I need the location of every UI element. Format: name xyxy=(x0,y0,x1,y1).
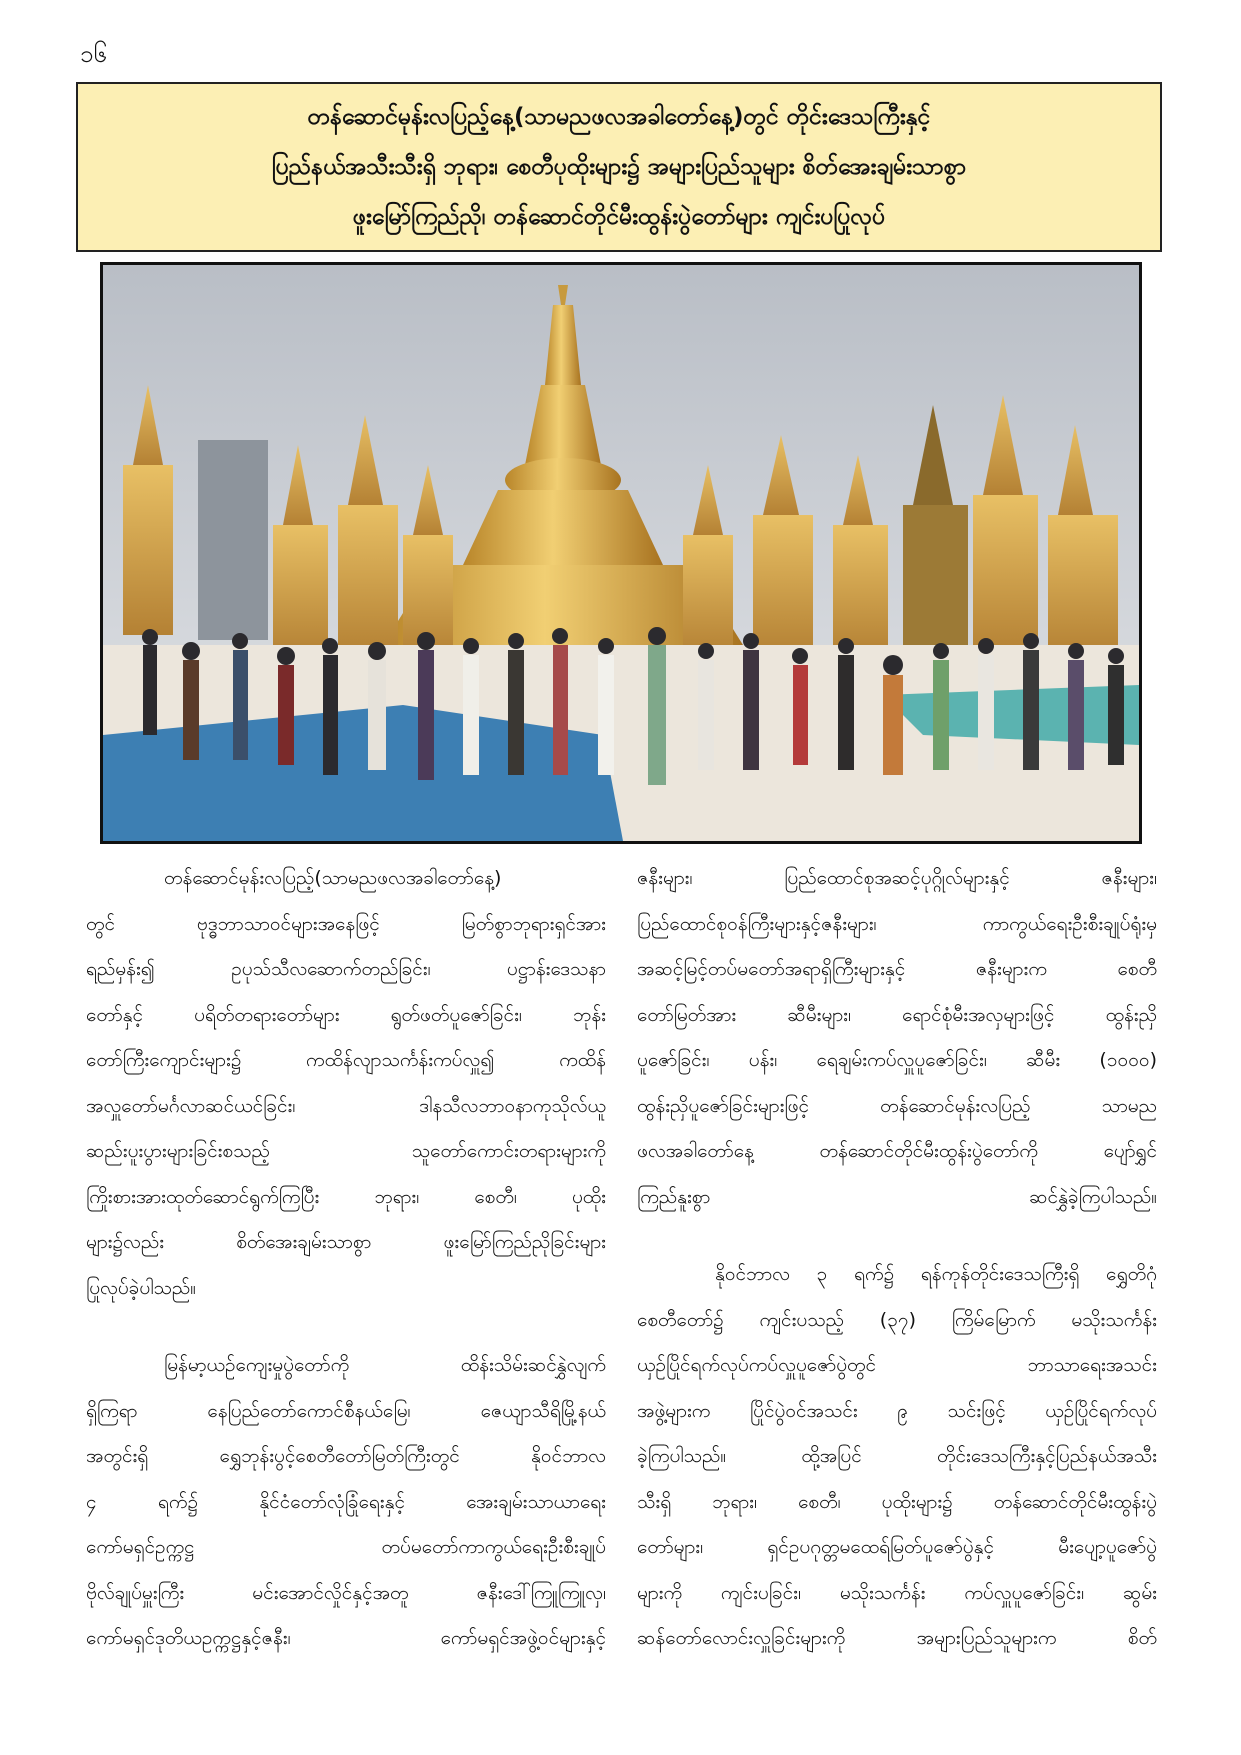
text-line: များကို ကျင်းပခြင်း၊ မသိုးသင်္ကန်း ကပ်လှူပူဇော်ခြင်း၊ ဆွမ်း xyxy=(637,1581,1157,1604)
text-line: အလှူတော်မင်္ဂလာဆင်ယင်ခြင်း၊ ဒါနသီလဘာဝနာကုသိုလ်ယူ xyxy=(86,1094,606,1117)
text-line: ရှိကြရာ နေပြည်တော်ကောင်စီနယ်မြေ၊ ဇေယျာသီရိမြို့နယ် xyxy=(86,1399,606,1422)
text-line: တော်မြတ်အား ဆီမီးများ၊ ရောင်စုံမီးအလှများဖြင့် ထွန်းညှိ xyxy=(637,1003,1157,1026)
text-line: ဆည်းပူးပွားများခြင်းစသည့် သူတော်ကောင်းတရားများကို xyxy=(86,1140,606,1162)
text-line: မြန်မာ့ယဉ်ကျေးမှုပွဲတော်ကို ထိန်းသိမ်းဆင်နွှဲလျက် xyxy=(164,1354,606,1376)
text-line: ပြုလုပ်ခဲ့ပါသည်။ xyxy=(86,1276,196,1299)
headline-line-3: ဖူးမြော်ကြည်ညို၊ တန်ဆောင်တိုင်မီးထွန်းပွဲတော်များ ကျင်းပပြုလုပ် xyxy=(352,204,886,230)
text-line: တော်ကြီးကျောင်းများ၌ ကထိန်လျာသင်္ကန်းကပ်လှူ၍ ကထိန် xyxy=(86,1049,606,1071)
headline-line-2: ပြည်နယ်အသီးသီးရှိ ဘုရား၊ စေတီပုထိုးများ၌ အများပြည်သူများ စိတ်အေးချမ်းသာစွာ xyxy=(271,154,967,180)
text-line: ၄ ရက်၌ နိုင်ငံတော်လုံခြုံရေးနှင့် အေးချမ်းသာယာရေး xyxy=(86,1490,606,1513)
text-line: ကြိုးစားအားထုတ်ဆောင်ရွက်ကြပြီး ဘုရား၊ စေတီ၊ ပုထိုး xyxy=(86,1185,606,1208)
background-building xyxy=(198,440,268,640)
text-line: ဖလအခါတော်နေ့ တန်ဆောင်တိုင်မီးထွန်းပွဲတော်ကို ပျော်ရွှင် xyxy=(637,1140,1157,1162)
text-line: တော်နှင့် ပရိတ်တရားတော်များ ရွတ်ဖတ်ပူဇော်ခြင်း၊ ဘုန်း xyxy=(86,1003,606,1026)
pagoda-illustration xyxy=(103,265,1139,841)
text-line: ယှဉ်ပြိုင်ရက်လုပ်ကပ်လှူပူဇော်ပွဲတွင် ဘာသာရေးအသင်း xyxy=(637,1354,1157,1376)
text-line: တော်များ၊ ရှင်ဥပဂုတ္တမထေရ်မြတ်ပူဇော်ပွဲနှင့် မီးပျော့ပူဇော်ပွဲ xyxy=(637,1536,1157,1558)
text-line: ကော်မရှင်ဥက္ကဋ္ဌ တပ်မတော်ကာကွယ်ရေးဦးစီးချုပ် xyxy=(86,1536,606,1558)
text-line: အဆင့်မြင့်တပ်မတော်အရာရှိကြီးများနှင့် ဇနီးများက စေတီ xyxy=(637,958,1157,980)
text-line: ခဲ့ကြပါသည်။ ထို့အပြင် တိုင်းဒေသကြီးနှင့်ပြည်နယ်အသီး xyxy=(637,1445,1157,1467)
headline-box xyxy=(76,82,1162,252)
text-line: ဆန်တော်လောင်းလှူခြင်းများကို အများပြည်သူများက စိတ် xyxy=(637,1627,1157,1649)
pagoda-photo xyxy=(100,262,1142,844)
text-line: ရည်မှန်း၍ ဥပုသ်သီလဆောက်တည်ခြင်း၊ ပဋ္ဌာန်းဒေသနာ xyxy=(86,958,606,980)
text-line: စေတီတော်၌ ကျင်းပသည့် (၃၇) ကြိမ်မြောက် မသိုးသင်္ကန်း xyxy=(637,1308,1157,1331)
text-line: ကြည်နူးစွာ ဆင်နွှဲခဲ့ကြပါသည်။ xyxy=(637,1185,1157,1208)
text-line: နိုဝင်ဘာလ ၃ ရက်၌ ရန်ကုန်တိုင်းဒေသကြီးရှိ ရွှေတိဂုံ xyxy=(715,1263,1157,1285)
text-line: ထွန်းညှိပူဇော်ခြင်းများဖြင့် တန်ဆောင်မုန်းလပြည့် သာမည xyxy=(637,1094,1157,1117)
text-line: ပူဇော်ခြင်း၊ ပန်း၊ ရေချမ်းကပ်လှူပူဇော်ခြင်း၊ ဆီမီး (၁၀၀၀) xyxy=(637,1049,1157,1071)
text-line: ကော်မရှင်ဒုတိယဥက္ကဋ္ဌနှင့်ဇနီး၊ ကော်မရှင်အဖွဲ့ဝင်များနှင့် xyxy=(86,1627,606,1649)
text-line: အတွင်းရှိ ရွှေဘုန်းပွင့်စေတီတော်မြတ်ကြီးတွင် နိုဝင်ဘာလ xyxy=(86,1445,606,1467)
text-line: သီးရှိ ဘုရား၊ စေတီ၊ ပုထိုးများ၌ တန်ဆောင်တိုင်မီးထွန်းပွဲ xyxy=(637,1490,1157,1513)
right-column xyxy=(637,856,1157,1662)
text-line: ဇနီးများ၊ ပြည်ထောင်စုအဆင့်ပုဂ္ဂိုလ်များနှင့် ဇနီးများ၊ xyxy=(637,867,1157,889)
right-paragraph-2 xyxy=(637,1252,1157,1662)
right-paragraph-1 xyxy=(637,856,1157,1220)
text-line: ပြည်ထောင်စုဝန်ကြီးများနှင့်ဇနီးများ၊ ကာကွယ်ရေးဦးစီးချုပ်ရုံးမှ xyxy=(637,912,1157,935)
left-paragraph-1 xyxy=(86,856,606,1311)
text-line: တွင် ဗုဒ္ဓဘာသာဝင်များအနေဖြင့် မြတ်စွာဘုရားရှင်အား xyxy=(86,912,606,935)
text-line: ဗိုလ်ချုပ်မှူးကြီး မင်းအောင်လှိုင်နှင့်အတူ ဇနီးဒေါ်ကြူကြူလှ၊ xyxy=(86,1581,606,1604)
text-line: များ၌လည်း စိတ်အေးချမ်းသာစွာ ဖူးမြော်ကြည်ညိုခြင်းများ xyxy=(86,1231,606,1253)
page-number: ၁၆ xyxy=(80,40,107,68)
text-line: တန်ဆောင်မုန်းလပြည့်(သာမညဖလအခါတော်နေ့) xyxy=(164,867,502,889)
left-paragraph-2 xyxy=(86,1343,606,1662)
left-column xyxy=(86,856,606,1662)
text-line: အဖွဲ့များက ပြိုင်ပွဲဝင်အသင်း ၉ သင်းဖြင့် ယှဉ်ပြိုင်ရက်လုပ် xyxy=(637,1399,1157,1422)
headline-line-1: တန်ဆောင်မုန်းလပြည့်နေ့(သာမညဖလအခါတော်နေ့)တွင် တိုင်းဒေသကြီးနှင့် xyxy=(307,104,931,130)
